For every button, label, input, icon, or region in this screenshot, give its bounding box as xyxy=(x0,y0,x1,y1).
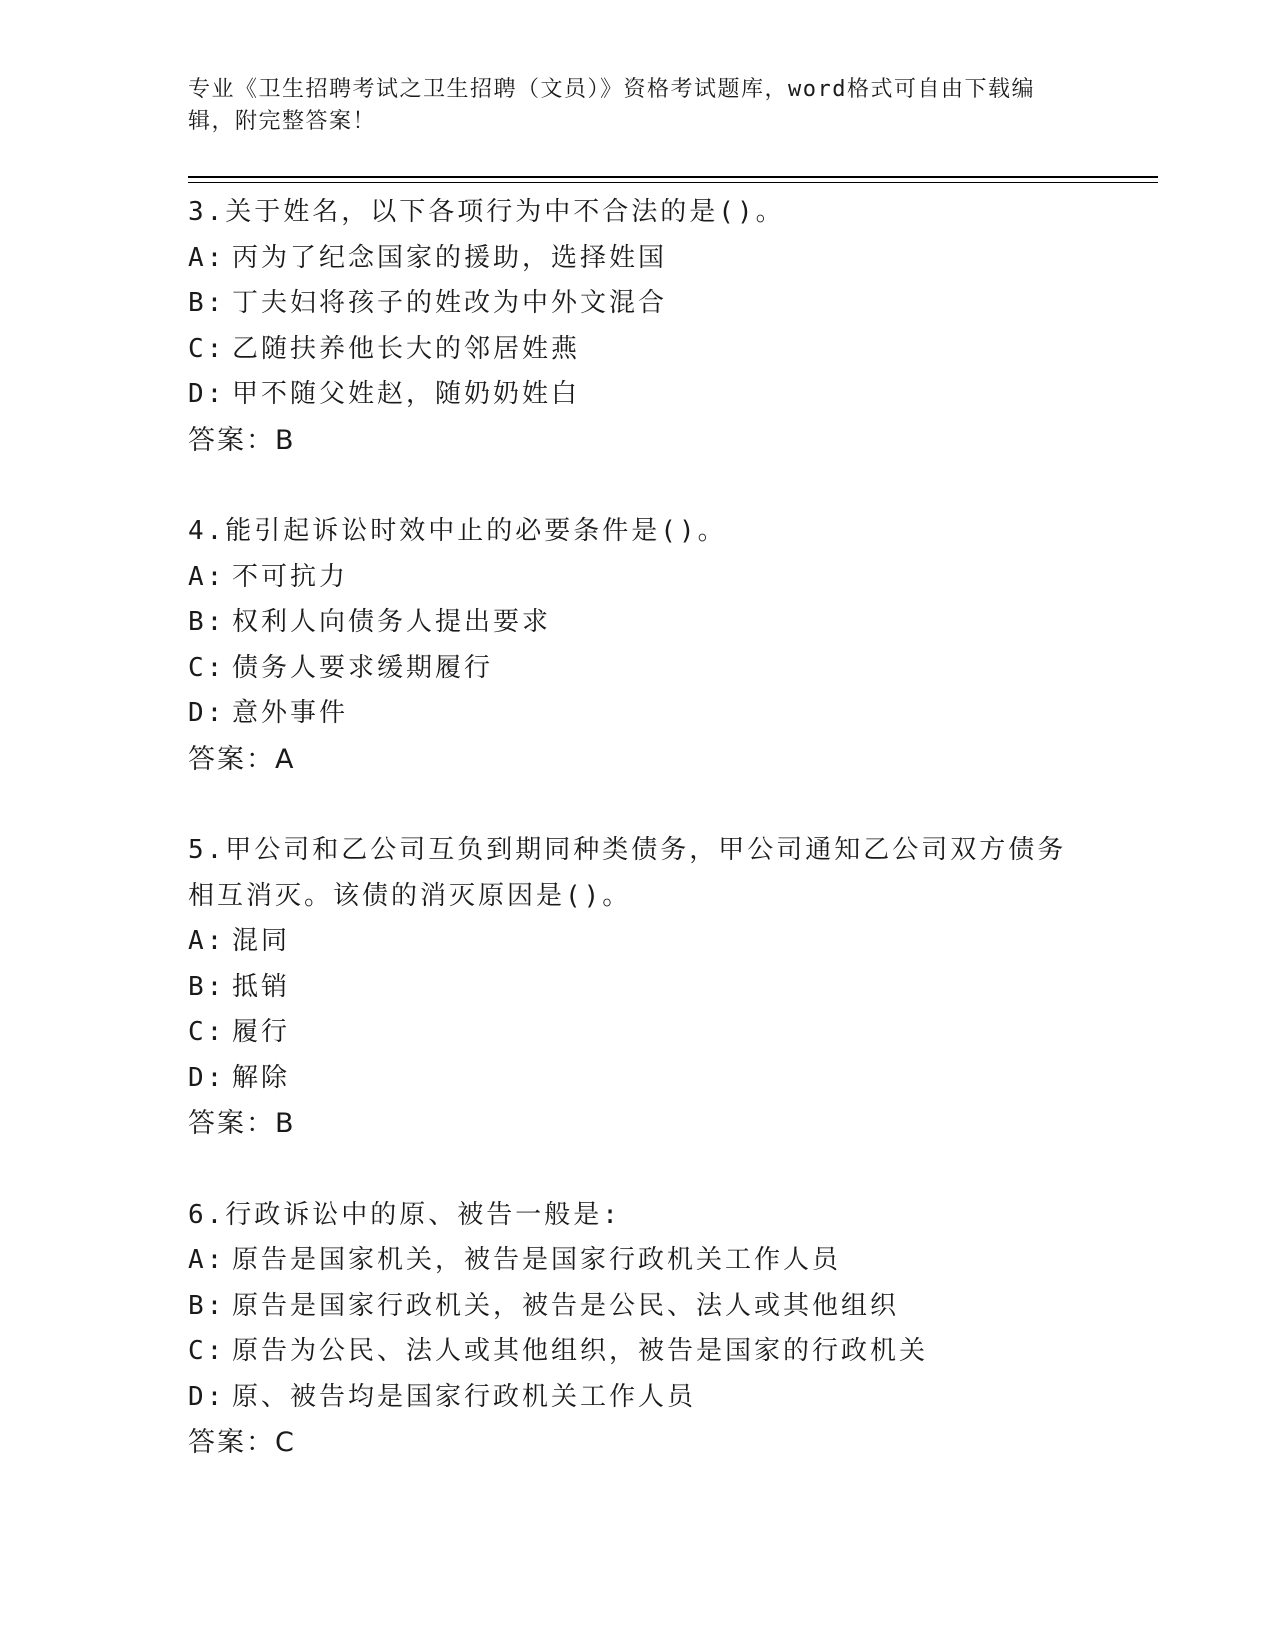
option-letter: D: xyxy=(188,379,226,409)
option-text: 乙随扶养他长大的邻居姓燕 xyxy=(232,333,581,364)
option-text: 原告为公民、法人或其他组织，被告是国家的行政机关 xyxy=(232,1336,929,1366)
header-divider-thick xyxy=(188,176,1158,178)
option-d xyxy=(188,372,1088,418)
answer-line: 答案：B xyxy=(188,1108,296,1139)
option-letter: B: xyxy=(188,971,226,1002)
option-text: 履行 xyxy=(232,1017,291,1047)
option-letter: C: xyxy=(188,333,226,364)
option-letter: D: xyxy=(188,1381,226,1412)
option-b xyxy=(188,1284,1088,1330)
option-c xyxy=(188,646,1088,692)
option-letter: B: xyxy=(188,1290,226,1321)
question-stem: 3.关于姓名，以下各项行为中不合法的是()。 xyxy=(188,197,785,227)
option-text: 丙为了纪念国家的援助，选择姓国 xyxy=(232,242,668,273)
option-text: 混同 xyxy=(232,926,291,956)
document-header: 专业《卫生招聘考试之卫生招聘（文员）》资格考试题库，word格式可自由下载编辑，附完整答案！ xyxy=(188,77,1035,134)
option-c xyxy=(188,327,1088,373)
question-block xyxy=(188,190,1088,463)
option-letter: A: xyxy=(188,242,226,273)
option-a xyxy=(188,1238,1088,1284)
option-a xyxy=(188,555,1088,601)
option-d xyxy=(188,1056,1088,1102)
option-text: 不可抗力 xyxy=(232,561,349,592)
question-spacer xyxy=(188,463,1088,509)
question-stem: 4.能引起诉讼时效中止的必要条件是()。 xyxy=(188,516,727,546)
option-d xyxy=(188,691,1088,737)
option-text: 权利人向债务人提出要求 xyxy=(232,607,552,637)
option-letter: C: xyxy=(188,1017,226,1047)
option-text: 原告是国家机关，被告是国家行政机关工作人员 xyxy=(232,1245,842,1275)
option-c xyxy=(188,1010,1088,1056)
question-spacer xyxy=(188,782,1088,828)
question-list xyxy=(188,190,1088,1466)
option-letter: A: xyxy=(188,926,226,956)
answer-line: 答案：C xyxy=(188,1427,296,1458)
option-letter: B: xyxy=(188,288,226,318)
option-letter: A: xyxy=(188,1245,226,1275)
option-letter: C: xyxy=(188,1336,226,1366)
option-text: 甲不随父姓赵，随奶奶姓白 xyxy=(232,379,581,409)
question-block xyxy=(188,509,1088,782)
answer-line: 答案：A xyxy=(188,743,296,775)
option-letter: A: xyxy=(188,561,226,592)
question-block xyxy=(188,828,1088,1147)
option-c xyxy=(188,1329,1088,1375)
answer-line: 答案：B xyxy=(188,424,296,456)
option-a xyxy=(188,236,1088,282)
option-b xyxy=(188,600,1088,646)
header-divider-thin xyxy=(188,182,1158,183)
question-stem: 6.行政诉讼中的原、被告一般是: xyxy=(188,1199,621,1230)
option-b xyxy=(188,965,1088,1011)
option-letter: B: xyxy=(188,607,226,637)
option-letter: D: xyxy=(188,1062,226,1093)
option-text: 原、被告均是国家行政机关工作人员 xyxy=(232,1381,697,1412)
question-block xyxy=(188,1193,1088,1466)
option-text: 丁夫妇将孩子的姓改为中外文混合 xyxy=(232,288,668,318)
option-text: 抵销 xyxy=(232,971,291,1002)
option-letter: C: xyxy=(188,652,226,683)
option-text: 解除 xyxy=(232,1062,291,1093)
option-a xyxy=(188,919,1088,965)
option-letter: D: xyxy=(188,698,226,728)
option-b xyxy=(188,281,1088,327)
question-stem: 5.甲公司和乙公司互负到期同种类债务，甲公司通知乙公司双方债务相互消灭。该债的消灭原因是()。 xyxy=(188,835,1067,911)
option-d xyxy=(188,1375,1088,1421)
option-text: 债务人要求缓期履行 xyxy=(232,652,494,683)
option-text: 原告是国家行政机关，被告是公民、法人或其他组织 xyxy=(232,1290,900,1321)
question-spacer xyxy=(188,1147,1088,1193)
option-text: 意外事件 xyxy=(232,698,349,728)
